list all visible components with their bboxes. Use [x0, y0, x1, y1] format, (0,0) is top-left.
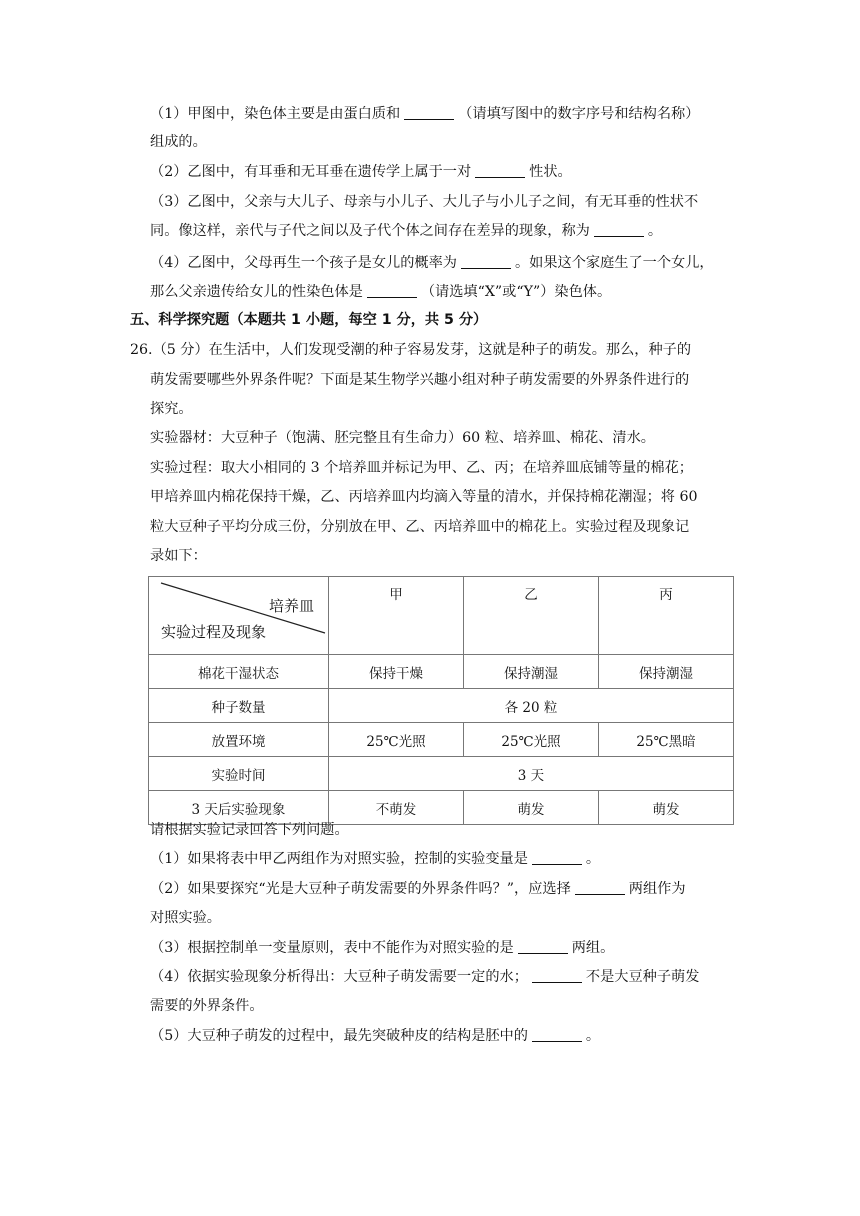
diagonal-label-bottom: 实验过程及现象	[161, 623, 267, 641]
diagonal-label-top: 培养皿	[268, 597, 314, 615]
table-cell: 保持干燥	[329, 655, 464, 689]
answer-blank[interactable]	[575, 880, 625, 895]
table-cell: 25℃黑暗	[599, 723, 734, 757]
a2-line2: 对照实验。	[150, 910, 221, 926]
table-row	[149, 757, 734, 791]
q3-text-b: 同。像这样，亲代与子代之间以及子代个体之间存在差异的现象，称为	[150, 223, 590, 239]
row-label: 放置环境	[149, 723, 329, 757]
a3-line	[150, 938, 614, 958]
answer-blank[interactable]	[367, 283, 417, 298]
table-cell: 萌发	[599, 791, 734, 825]
q26-line1: 26.（5 分）在生活中，人们发现受潮的种子容易发芽，这就是种子的萌发。那么，种子的	[130, 342, 692, 358]
q26-line2: 萌发需要哪些外界条件呢？下面是某生物学兴趣小组对种子萌发需要的外界条件进行的	[150, 372, 690, 388]
q4-text-b: 。如果这个家庭生了一个女儿，	[514, 255, 714, 271]
answer-blank[interactable]	[594, 222, 644, 237]
row-label: 种子数量	[149, 689, 329, 723]
process-line2: 甲培养皿内棉花保持干燥，乙、丙培养皿内均滴入等量的清水，并保持棉花潮湿；将 60	[150, 489, 698, 505]
answer-blank[interactable]	[461, 254, 511, 269]
answer-intro: 请根据实验记录回答下列问题。	[150, 822, 349, 838]
process-line3: 粒大豆种子平均分成三份，分别放在甲、乙、丙培养皿中的棉花上。实验过程及现象记	[150, 519, 690, 535]
table-cell: 保持潮湿	[464, 655, 599, 689]
q1-text-b: （请填写图中的数字序号和结构名称）	[458, 106, 700, 122]
answer-blank[interactable]	[532, 968, 582, 983]
section5-heading: 五、科学探究题（本题共 1 小题，每空 1 分，共 5 分）	[130, 312, 488, 328]
q4-text-a: （4）乙图中，父母再生一个孩子是女儿的概率为	[150, 255, 457, 271]
merged-cell: 3 天	[329, 757, 734, 791]
a5-line	[150, 1026, 600, 1046]
table-cell: 萌发	[464, 791, 599, 825]
a4-text-b: 不是大豆种子萌发	[585, 969, 700, 985]
a2-text-a: （2）如果要探究“光是大豆种子萌发需要的外界条件吗？”，应选择	[150, 881, 571, 897]
column-header-bing: 丙	[599, 577, 734, 655]
experiment-table	[148, 576, 734, 825]
a2-line1	[150, 879, 686, 899]
a1-text-b: 。	[585, 851, 601, 867]
q4-text-d: （请选填“X”或“Y”）染色体。	[420, 284, 612, 300]
q3-text-c: 。	[647, 223, 663, 239]
a2-text-b: 两组作为	[628, 881, 686, 897]
q26-line3: 探究。	[150, 401, 193, 417]
q2-line	[150, 162, 572, 182]
q1-line1	[150, 104, 699, 124]
q3-line1	[150, 192, 698, 212]
a5-text-a: （5）大豆种子萌发的过程中，最先突破种皮的结构是胚中的	[150, 1028, 528, 1044]
table-row	[149, 689, 734, 723]
answer-blank[interactable]	[532, 850, 582, 865]
merged-cell: 各 20 粒	[329, 689, 734, 723]
process-line1: 实验过程：取大小相同的 3 个培养皿并标记为甲、乙、丙；在培养皿底铺等量的棉花；	[150, 460, 693, 476]
q3-line2	[150, 221, 662, 241]
process-line4: 录如下：	[150, 548, 207, 564]
a1-text-a: （1）如果将表中甲乙两组作为对照实验，控制的实验变量是	[150, 851, 528, 867]
a4-line1	[150, 967, 699, 987]
row-label: 3 天后实验现象	[149, 791, 329, 825]
q3-text-a: （3）乙图中，父亲与大儿子、母亲与小儿子、大儿子与小儿子之间，有无耳垂的性状不	[150, 194, 699, 210]
column-header-jia: 甲	[329, 577, 464, 655]
q4-text-c: 那么父亲遗传给女儿的性染色体是	[150, 284, 363, 300]
table-cell: 25℃光照	[464, 723, 599, 757]
table-cell: 保持潮湿	[599, 655, 734, 689]
q1-text-c: 组成的。	[150, 134, 207, 150]
answer-blank[interactable]	[518, 939, 568, 954]
table-row	[149, 655, 734, 689]
q1-line2	[150, 132, 207, 152]
answer-blank[interactable]	[532, 1027, 582, 1042]
table-header-row	[149, 577, 734, 655]
q2-text-b: 性状。	[529, 164, 572, 180]
q1-text-a: （1）甲图中，染色体主要是由蛋白质和	[150, 106, 401, 122]
answer-blank[interactable]	[475, 163, 525, 178]
a3-text-a: （3）根据控制单一变量原则，表中不能作为对照实验的是	[150, 940, 514, 956]
a3-text-b: 两组。	[571, 940, 615, 956]
a4-line2: 需要的外界条件。	[150, 998, 264, 1014]
table-cell: 不萌发	[329, 791, 464, 825]
a1-line	[150, 849, 600, 869]
q2-text-a: （2）乙图中，有耳垂和无耳垂在遗传学上属于一对	[150, 164, 472, 180]
column-header-yi: 乙	[464, 577, 599, 655]
q4-line2	[150, 282, 611, 302]
q4-line1	[150, 253, 714, 273]
row-label: 实验时间	[149, 757, 329, 791]
materials-line: 实验器材：大豆种子（饱满、胚完整且有生命力）60 粒、培养皿、棉花、清水。	[150, 430, 655, 446]
row-label: 棉花干湿状态	[149, 655, 329, 689]
table-row	[149, 723, 734, 757]
a4-text-a: （4）依据实验现象分析得出：大豆种子萌发需要一定的水；	[150, 969, 528, 985]
answer-blank[interactable]	[404, 105, 454, 120]
diagonal-header-cell	[149, 577, 329, 655]
table-cell: 25℃光照	[329, 723, 464, 757]
a5-text-b: 。	[585, 1028, 601, 1044]
